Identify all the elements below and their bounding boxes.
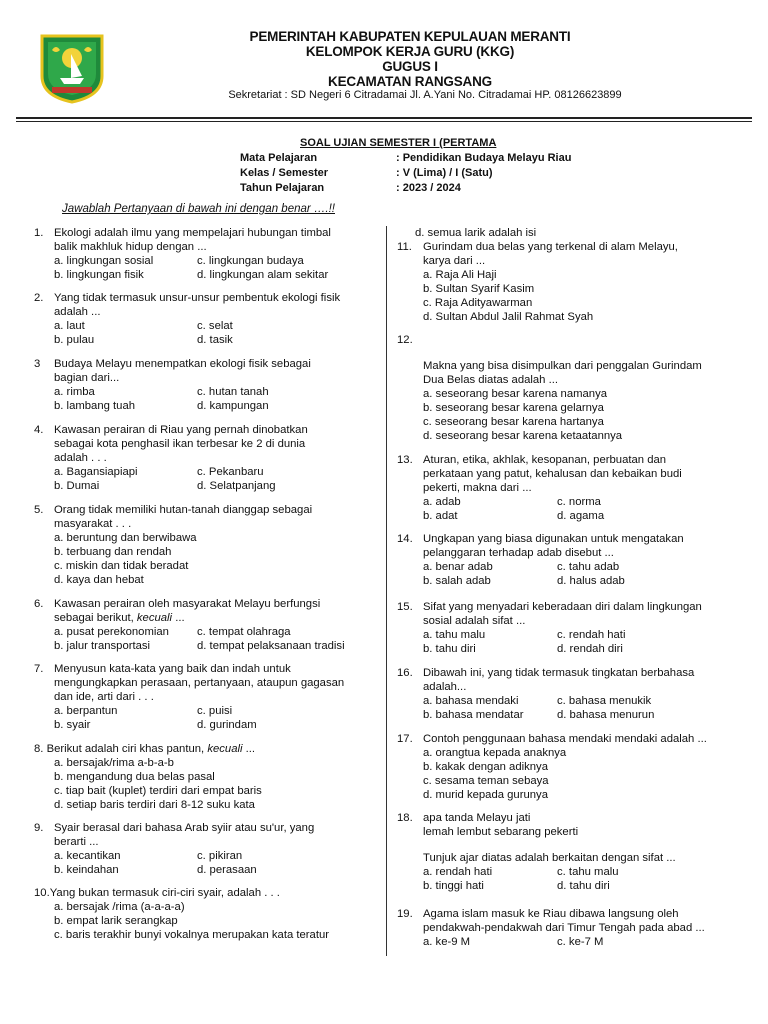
option-a: a. benar adab — [423, 561, 493, 573]
option-d: d. Sultan Abdul Jalil Rahmat Syah — [423, 311, 594, 323]
regency-logo — [38, 30, 106, 104]
question-8 — [34, 742, 262, 811]
option-a: a. berpantun — [54, 705, 118, 717]
class-label: Kelas / Semester — [240, 167, 329, 179]
question-text: Aturan, etika, akhlak, kesopanan, perbuatan dan perkataan yang patut, kehalusan dan kebaikan budi pekerti, makna dari ... — [423, 454, 682, 494]
question-number: 13. — [397, 454, 413, 466]
subject-value: : Pendidikan Budaya Melayu Riau — [396, 152, 572, 164]
option-b: b. Sultan Syarif Kasim — [423, 283, 535, 295]
question-text: Contoh penggunaan bahasa mendaki mendaki adalah ... — [423, 733, 707, 745]
header-line-3: GUGUS I — [382, 59, 438, 74]
option-d: d. bahasa menurun — [557, 709, 655, 721]
header-divider-thin — [16, 121, 752, 122]
option-d: d. perasaan — [197, 864, 257, 876]
option-c: c. Raja Adityawarman — [423, 297, 533, 309]
class-value: : V (Lima) / I (Satu) — [396, 167, 493, 179]
option-c: c. rendah hati — [557, 629, 626, 641]
option-a: a. bersajak /rima (a-a-a-a) — [54, 901, 185, 913]
question-text: Syair berasal dari bahasa Arab syiir atau su'ur, yang berarti ... — [54, 822, 315, 848]
option-c: c. Pekanbaru — [197, 466, 264, 478]
question-text: Sifat yang menyadari keberadaan diri dalam lingkungan sosial adalah sifat ... — [423, 601, 702, 627]
option-a: a. laut — [54, 320, 85, 332]
option-d: d. tempat pelaksanaan tradisi — [197, 640, 345, 652]
option-a: a. Bagansiapiapi — [54, 466, 138, 478]
option-c: c. hutan tanah — [197, 386, 269, 398]
option-c: c. seseorang besar karena hartanya — [423, 416, 604, 428]
option-a: a. rendah hati — [423, 866, 493, 878]
option-d: d. murid kepada gurunya — [423, 789, 548, 801]
option-a: a. bersajak/rima a-b-a-b — [54, 757, 174, 769]
option-c: c. tahu malu — [557, 866, 619, 878]
header-line-2: KELOMPOK KERJA GURU (KKG) — [305, 44, 515, 59]
question-text: Kawasan perairan di Riau yang pernah dinobatkan sebagai kota penghasil ikan terbesar ke 2 di dunia adalah . . . — [54, 424, 308, 464]
option-c: c. ke-7 M — [557, 936, 604, 948]
question-number: 15. — [397, 601, 413, 613]
option-a: a. seseorang besar karena namanya — [423, 388, 608, 400]
question-number: 18. — [397, 812, 413, 824]
subject-label: Mata Pelajaran — [240, 152, 318, 164]
question-text: Makna yang bisa disimpulkan dari penggalan Gurindam Dua Belas diatas adalah ... — [423, 360, 702, 386]
option-b: b. tinggi hati — [423, 880, 484, 892]
question-text: 8. Berikut adalah ciri khas pantun, kecuali ... — [34, 743, 256, 755]
option-b: b. mengandung dua belas pasal — [54, 771, 215, 783]
question-number: 12. — [397, 334, 413, 346]
option-d: d. rendah diri — [557, 643, 623, 655]
option-d: d. tahu diri — [557, 880, 610, 892]
option-a: a. lingkungan sosial — [54, 255, 154, 267]
question-number: 19. — [397, 908, 413, 920]
question-number: 17. — [397, 733, 413, 745]
question-10-option-d: d. semua larik adalah isi — [415, 227, 537, 239]
option-b: b. pulau — [54, 334, 95, 346]
option-a: a. rimba — [54, 386, 95, 398]
question-number: 5. — [34, 504, 44, 516]
option-a: a. ke-9 M — [423, 936, 471, 948]
question-number: 1. — [34, 227, 44, 239]
option-d: d. kampungan — [197, 400, 269, 412]
option-a: a. adab — [423, 496, 461, 508]
question-text: Budaya Melayu menempatkan ekologi fisik sebagai bagian dari... — [54, 358, 311, 384]
year-label: Tahun Pelajaran — [240, 182, 325, 194]
option-b: b. seseorang besar karena gelarnya — [423, 402, 604, 414]
option-b: b. syair — [54, 719, 91, 731]
option-a: a. orangtua kepada anaknya — [423, 747, 567, 759]
question-number: 11. — [397, 241, 412, 253]
option-d: d. agama — [557, 510, 605, 522]
option-a: a. Raja Ali Haji — [423, 269, 497, 281]
question-text: 10.Yang bukan termasuk ciri-ciri syair, adalah . . . — [34, 887, 280, 899]
option-c: c. puisi — [197, 705, 233, 717]
option-a: a. pusat perekonomian — [54, 626, 169, 638]
question-text: Gurindam dua belas yang terkenal di alam Melayu, karya dari ... — [423, 241, 678, 267]
exam-title: SOAL UJIAN SEMESTER I (PERTAMA — [300, 137, 497, 149]
option-d: d. tasik — [197, 334, 233, 346]
option-c: c. lingkungan budaya — [197, 255, 304, 267]
question-text: Yang tidak termasuk unsur-unsur pembentuk ekologi fisik adalah ... — [54, 292, 341, 318]
option-c: c. norma — [557, 496, 601, 508]
option-b: b. adat — [423, 510, 458, 522]
instruction: Jawablah Pertanyaan di bawah ini dengan benar ….!! — [62, 203, 335, 215]
option-c: c. tahu adab — [557, 561, 620, 573]
option-d: d. Selatpanjang — [197, 480, 276, 492]
option-b: b. tahu diri — [423, 643, 476, 655]
option-d: d. gurindam — [197, 719, 257, 731]
question-text: Agama islam masuk ke Riau dibawa langsung oleh pendakwah-pendakwah dari Timur Tengah pada abad ... — [423, 908, 705, 934]
option-b: b. lambang tuah — [54, 400, 136, 412]
question-10 — [34, 886, 330, 941]
option-d: d. kaya dan hebat — [54, 574, 144, 586]
option-b: b. keindahan — [54, 864, 119, 876]
question-number: 9. — [34, 822, 44, 834]
question-text: Dibawah ini, yang tidak termasuk tingkatan berbahasa adalah... — [423, 667, 695, 693]
option-c: c. sesama teman sebaya — [423, 775, 549, 787]
option-a: a. kecantikan — [54, 850, 121, 862]
header-line-1: PEMERINTAH KABUPATEN KEPULAUAN MERANTI — [249, 29, 571, 44]
option-c: c. bahasa menukik — [557, 695, 652, 707]
question-text: Menyusun kata-kata yang baik dan indah untuk mengungkapkan perasaan, pertanyaan, ataupun gagasan dan ide, arti dari . . . — [54, 663, 345, 703]
option-b: b. salah adab — [423, 575, 491, 587]
option-a: a. tahu malu — [423, 629, 486, 641]
option-c: c. baris terakhir bunyi vokalnya merupakan kata teratur — [54, 929, 330, 941]
question-number: 16. — [397, 667, 413, 679]
question-text: Ungkapan yang biasa digunakan untuk mengatakan pelanggaran terhadap adab disebut ... — [423, 533, 684, 559]
header-line-4: KECAMATAN RANGSANG — [328, 74, 492, 89]
option-b: b. lingkungan fisik — [54, 269, 144, 281]
option-b: b. empat larik serangkap — [54, 915, 178, 927]
question-text: Orang tidak memiliki hutan-tanah dianggap sebagai masyarakat . . . — [54, 504, 313, 530]
option-d: d. lingkungan alam sekitar — [197, 269, 329, 281]
option-d: d. halus adab — [557, 575, 625, 587]
option-a: a. beruntung dan berwibawa — [54, 532, 197, 544]
option-b: b. Dumai — [54, 480, 100, 492]
option-b: b. kakak dengan adiknya — [423, 761, 548, 773]
question-number: 14. — [397, 533, 413, 545]
question-text: apa tanda Melayu jati lemah lembut sebarang pekerti Tunjuk ajar diatas adalah berkaitan dengan sifat ... — [423, 812, 676, 864]
option-c: c. tiap bait (kuplet) terdiri dari empat baris — [54, 785, 262, 797]
option-b: b. jalur transportasi — [54, 640, 151, 652]
question-number: 6. — [34, 598, 44, 610]
question-number: 7. — [34, 663, 44, 675]
header-divider — [16, 117, 752, 119]
option-c: c. selat — [197, 320, 233, 332]
option-d: d. seseorang besar karena ketaatannya — [423, 430, 623, 442]
option-c: c. pikiran — [197, 850, 243, 862]
question-number: 4. — [34, 424, 44, 436]
secretariat-address: Sekretariat : SD Negeri 6 Citradamai Jl. A.Yani No. Citradamai HP. 08126623899 — [228, 89, 622, 101]
option-c: c. tempat olahraga — [197, 626, 291, 638]
column-divider — [386, 226, 387, 956]
question-number: 3 — [34, 358, 41, 370]
option-c: c. miskin dan tidak beradat — [54, 560, 189, 572]
question-text: Ekologi adalah ilmu yang mempelajari hubungan timbal balik makhluk hidup dengan ... — [54, 227, 331, 253]
year-value: : 2023 / 2024 — [396, 182, 461, 194]
option-a: a. bahasa mendaki — [423, 695, 519, 707]
option-d: d. setiap baris terdiri dari 8-12 suku kata — [54, 799, 255, 811]
question-number: 2. — [34, 292, 44, 304]
emblem-shield-icon — [38, 30, 106, 104]
option-b: b. bahasa mendatar — [423, 709, 524, 721]
option-b: b. terbuang dan rendah — [54, 546, 172, 558]
question-text: Kawasan perairan oleh masyarakat Melayu berfungsi sebagai berikut, kecuali ... — [54, 598, 321, 624]
